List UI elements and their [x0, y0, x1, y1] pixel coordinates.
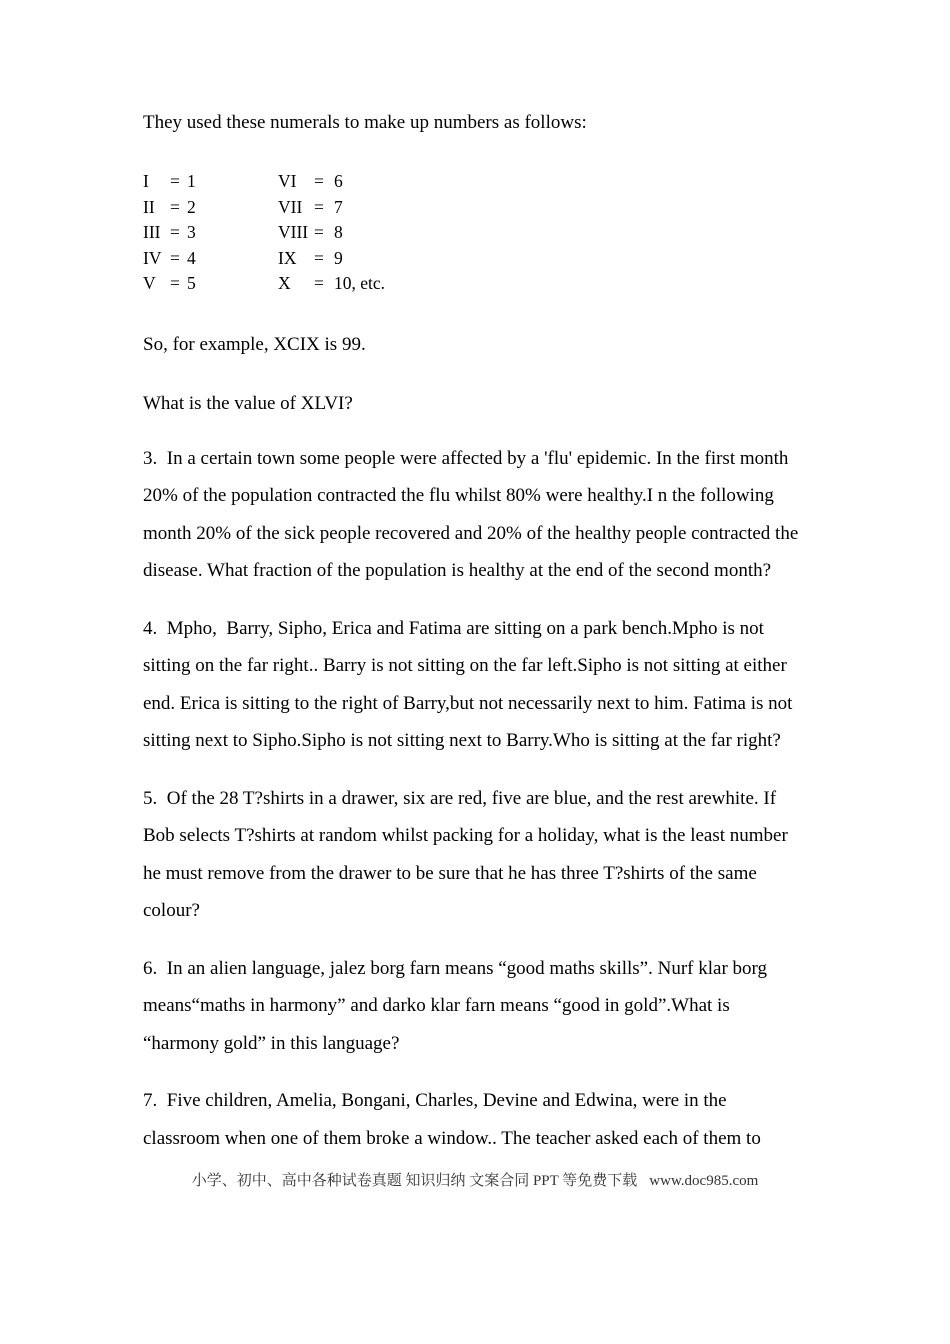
footer-text: 小学、初中、高中各种试卷真题 知识归纳 文案合同 PPT 等免费下载: [191, 1173, 638, 1189]
numeral-row: [143, 195, 278, 221]
numeral: VI: [278, 171, 297, 191]
numeral-row: [143, 220, 278, 246]
numeral-value: 9: [334, 247, 343, 268]
numeral: I: [143, 171, 149, 191]
equals-sign: =: [314, 273, 324, 293]
problem-7: 7. Five children, Amelia, Bongani, Charles, Devine and Edwina, were in the classroom when one of them broke a window.. The teacher asked each of them to: [143, 1090, 761, 1149]
numeral-value: 7: [334, 196, 343, 217]
numeral-value: 4: [187, 247, 196, 268]
equals-sign: =: [314, 196, 324, 217]
equals-sign: =: [170, 196, 180, 217]
numeral-value: 3: [187, 222, 196, 242]
numeral-row: [278, 220, 385, 246]
page-footer: [0, 1170, 950, 1192]
numeral-row: [143, 246, 278, 272]
numeral-row: [278, 246, 385, 272]
numeral-row: [143, 169, 278, 195]
numeral-value: 10, etc.: [334, 273, 386, 293]
numeral-value: 6: [334, 171, 343, 191]
example-sentence: So, for example, XCIX is 99.: [143, 333, 366, 355]
numeral: III: [143, 222, 161, 242]
numeral-row: [278, 169, 385, 195]
equals-sign: =: [170, 171, 180, 191]
question-2-text: What is the value of XLVI?: [143, 392, 353, 414]
intro-paragraph: They used these numerals to make up numbers as follows:: [143, 112, 587, 133]
equals-sign: =: [170, 247, 180, 268]
equals-sign: =: [170, 222, 180, 242]
numeral: IX: [278, 247, 297, 268]
numeral: II: [143, 196, 155, 217]
equals-sign: =: [314, 171, 324, 191]
numeral: VII: [278, 196, 303, 217]
numeral: X: [278, 273, 291, 293]
numeral-value: 1: [187, 171, 196, 191]
numeral-row: [143, 271, 278, 297]
equals-sign: =: [314, 247, 324, 268]
numeral: VIII: [278, 222, 309, 242]
footer-url: www.doc985.com: [649, 1173, 759, 1189]
numerals-column-left: [143, 169, 278, 297]
equals-sign: =: [314, 222, 324, 242]
numeral-value: 2: [187, 196, 196, 217]
numeral: IV: [143, 247, 162, 268]
problem-5: 5. Of the 28 T?shirts in a drawer, six are red, five are blue, and the rest arewhite. If Bob selects T?shirts at random whilst packing for a holiday, what is the least number he must remove from the drawer to be sure that he has three T?shirts of the same colour?: [143, 787, 793, 921]
problem-6: 6. In an alien language, jalez borg farn means “good maths skills”. Nurf klar borg means“maths in harmony” and darko klar farn means “good in gold”.What is “harmony gold” in this language?: [143, 957, 772, 1054]
numeral-value: 5: [187, 273, 196, 293]
roman-numerals-table: [143, 169, 807, 297]
numeral-row: [278, 271, 385, 297]
equals-sign: =: [170, 273, 180, 293]
problem-3: 3. In a certain town some people were affected by a 'flu' epidemic. In the first month 20% of the population contracted the flu whilst 80% were healthy.I n the following month 20% of the sick people recovered and 20% of the healthy people contracted the disease. What fraction of the population is healthy at the end of the second month?: [143, 447, 804, 581]
numeral-value: 8: [334, 222, 343, 242]
numeral-row: [278, 195, 385, 221]
numerals-column-right: [278, 169, 385, 297]
numeral: V: [143, 273, 156, 293]
problem-4: 4. Mpho, Barry, Sipho, Erica and Fatima are sitting on a park bench.Mpho is not sitting on the far right.. Barry is not sitting on the far left.Sipho is not sitting at either end. Erica is sitting to the right of Barry,but not necessarily next to him. Fatima is not sitting next to Sipho.Sipho is not sitting next to Barry.Who is sitting at the far right?: [143, 617, 798, 751]
